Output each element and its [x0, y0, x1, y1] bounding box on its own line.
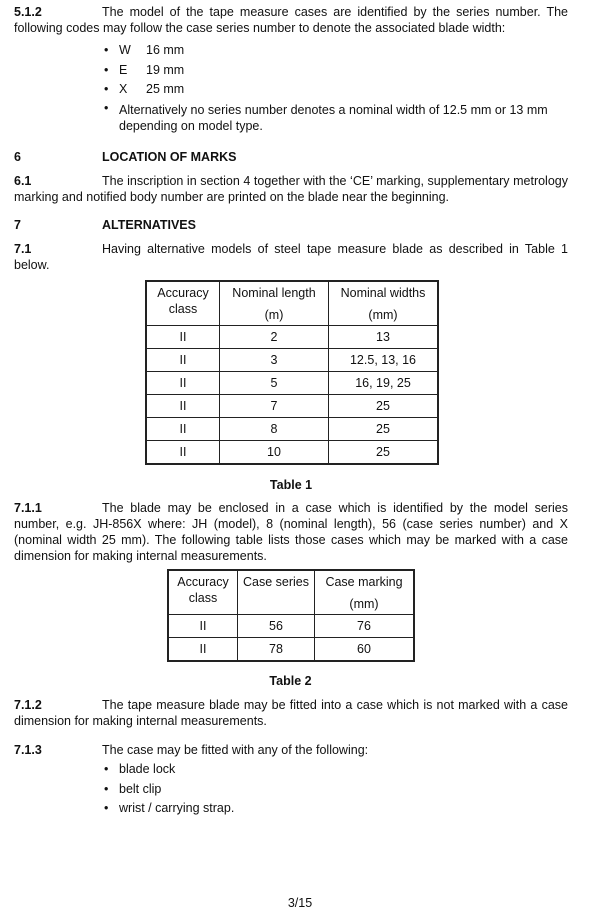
section-number: 7.1.3 — [14, 743, 42, 757]
section-text: The inscription in section 4 together with the ‘CE’ marking, supplementary metrology marking and notified body number are printed on the blade near the beginning. — [14, 174, 568, 204]
list-item: • X 25 mm — [102, 80, 568, 100]
section-title: ALTERNATIVES — [102, 218, 196, 232]
table-row: II 3 12.5, 13, 16 — [146, 349, 438, 372]
table-row: II 5 16, 19, 25 — [146, 372, 438, 395]
table-row: II 78 60 — [168, 638, 414, 662]
section-7-heading — [14, 218, 196, 232]
table-row: II 10 25 — [146, 441, 438, 465]
section-title: LOCATION OF MARKS — [102, 150, 237, 164]
section-7-1-2 — [14, 697, 568, 729]
table-row: II 8 25 — [146, 418, 438, 441]
table-row: II 2 13 — [146, 326, 438, 349]
table-header-row — [168, 570, 414, 615]
section-number: 7 — [14, 218, 21, 232]
section-number: 7.1 — [14, 242, 32, 256]
table-row: II 7 25 — [146, 395, 438, 418]
list-item: • W 16 mm — [102, 41, 568, 61]
list-item: • wrist / carrying strap. — [102, 799, 568, 819]
section-text: The blade may be enclosed in a case which is identified by the model series number, e.g. JH-856X where: JH (model), 8 (nominal length), 56 (case series number) and X (nominal width 25 mm). The following table lists those cases which may be marked with a case dimension for making internal measurements. — [14, 501, 568, 563]
section-5-1-2 — [14, 4, 568, 36]
table-2-caption: Table 2 — [269, 674, 312, 688]
list-item: • blade lock — [102, 760, 568, 780]
section-number: 6 — [14, 150, 21, 164]
blade-width-codes-list — [102, 41, 568, 134]
section-text: The case may be fitted with any of the following: — [102, 743, 369, 757]
section-number: 6.1 — [14, 174, 32, 188]
list-item: • belt clip — [102, 780, 568, 800]
page-number: 3/15 — [287, 896, 313, 910]
section-number: 7.1.2 — [14, 698, 42, 712]
table-header: Case marking (mm) — [315, 570, 415, 615]
table-2 — [167, 569, 415, 662]
section-text: The model of the tape measure cases are identified by the series number. The following codes may follow the case series number to denote the associated blade width: — [14, 5, 568, 35]
table-header: Nominal widths (mm) — [329, 281, 439, 326]
table-1-caption: Table 1 — [269, 478, 313, 492]
section-text: The tape measure blade may be fitted into a case which is not marked with a case dimension for making internal measurements. — [14, 698, 568, 728]
table-header: Accuracy class — [146, 281, 220, 326]
section-6-heading — [14, 150, 237, 164]
section-6-1 — [14, 173, 568, 205]
table-1 — [145, 280, 439, 465]
case-fittings-list — [102, 760, 568, 819]
table-header: Nominal length (m) — [220, 281, 329, 326]
section-7-1 — [14, 241, 568, 273]
table-row: II 56 76 — [168, 615, 414, 638]
section-7-1-1 — [14, 500, 568, 564]
section-text: Having alternative models of steel tape measure blade as described in Table 1 below. — [14, 242, 568, 272]
section-7-1-3 — [14, 742, 568, 758]
table-header: Case series — [238, 570, 315, 615]
section-number: 5.1.2 — [14, 5, 42, 19]
table-header-row — [146, 281, 438, 326]
list-item: • E 19 mm — [102, 61, 568, 81]
list-item: • Alternatively no series number denotes a nominal width of 12.5 mm or 13 mm depending on model type. — [102, 100, 568, 134]
section-number: 7.1.1 — [14, 501, 42, 515]
table-header: Accuracy class — [168, 570, 238, 615]
